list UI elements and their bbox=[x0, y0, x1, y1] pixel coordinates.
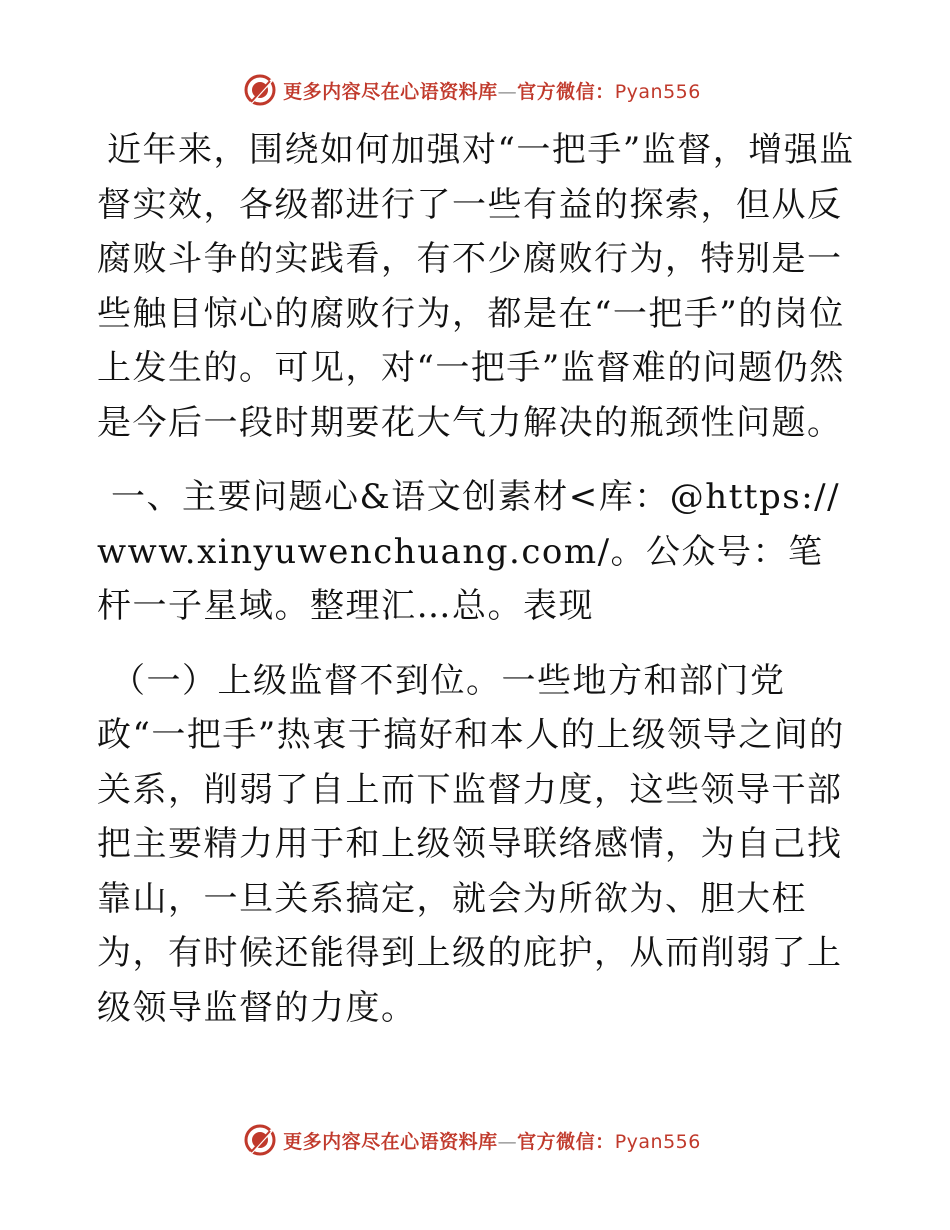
banner-text bbox=[283, 77, 701, 104]
banner-wechat-id: Pyan556 bbox=[614, 80, 701, 103]
banner-wechat-id: Pyan556 bbox=[614, 1130, 701, 1153]
banner-text bbox=[283, 1127, 701, 1154]
banner-inner bbox=[243, 73, 701, 107]
paragraph-subheading-1: （一）上级监督不到位。一些地方和部门党 bbox=[111, 660, 786, 701]
banner-label: 官方微信： bbox=[517, 1130, 615, 1153]
header-banner bbox=[0, 70, 950, 110]
quill-logo-icon bbox=[243, 1123, 277, 1157]
paragraph-intro: 近年来，围绕如何加强对“一把手”监督，增强监督实效，各级都进行了一些有益的探索，但从反腐败斗争的实践看，有不少腐败行为，特别是一些触目惊心的腐败行为，都是在“一把手”的岗位上发生的。可见，对“一把手”监督难的问题仍然是今后一段时期要花大气力解决的瓶颈性问题。 bbox=[97, 130, 855, 443]
paragraph-section-1-body: 政“一把手”热衷于搞好和本人的上级领导之间的关系，削弱了自上而下监督力度，这些领导干部把主要精力用于和上级领导联络感情，为自己找靠山，一旦关系搞定，就会为所欲为、胆大枉为，有时候还能得到上级的庇护，从而削弱了上级领导监督的力度。 bbox=[97, 715, 845, 1028]
document-body bbox=[97, 123, 857, 1035]
footer-banner bbox=[0, 1120, 950, 1160]
paragraph-heading-section-1: 一、主要问题心&语文创素材<库：@https://www.xinyuwenchuang.com/。公众号：笔杆一子星域。整理汇…总。表现 bbox=[97, 477, 841, 626]
banner-dash: — bbox=[497, 80, 518, 103]
quill-logo-icon bbox=[243, 73, 277, 107]
banner-label: 官方微信： bbox=[517, 80, 615, 103]
banner-dash: — bbox=[497, 1130, 518, 1153]
banner-inner bbox=[243, 1123, 701, 1157]
banner-main-text: 更多内容尽在心语资料库 bbox=[283, 80, 498, 103]
banner-main-text: 更多内容尽在心语资料库 bbox=[283, 1130, 498, 1153]
